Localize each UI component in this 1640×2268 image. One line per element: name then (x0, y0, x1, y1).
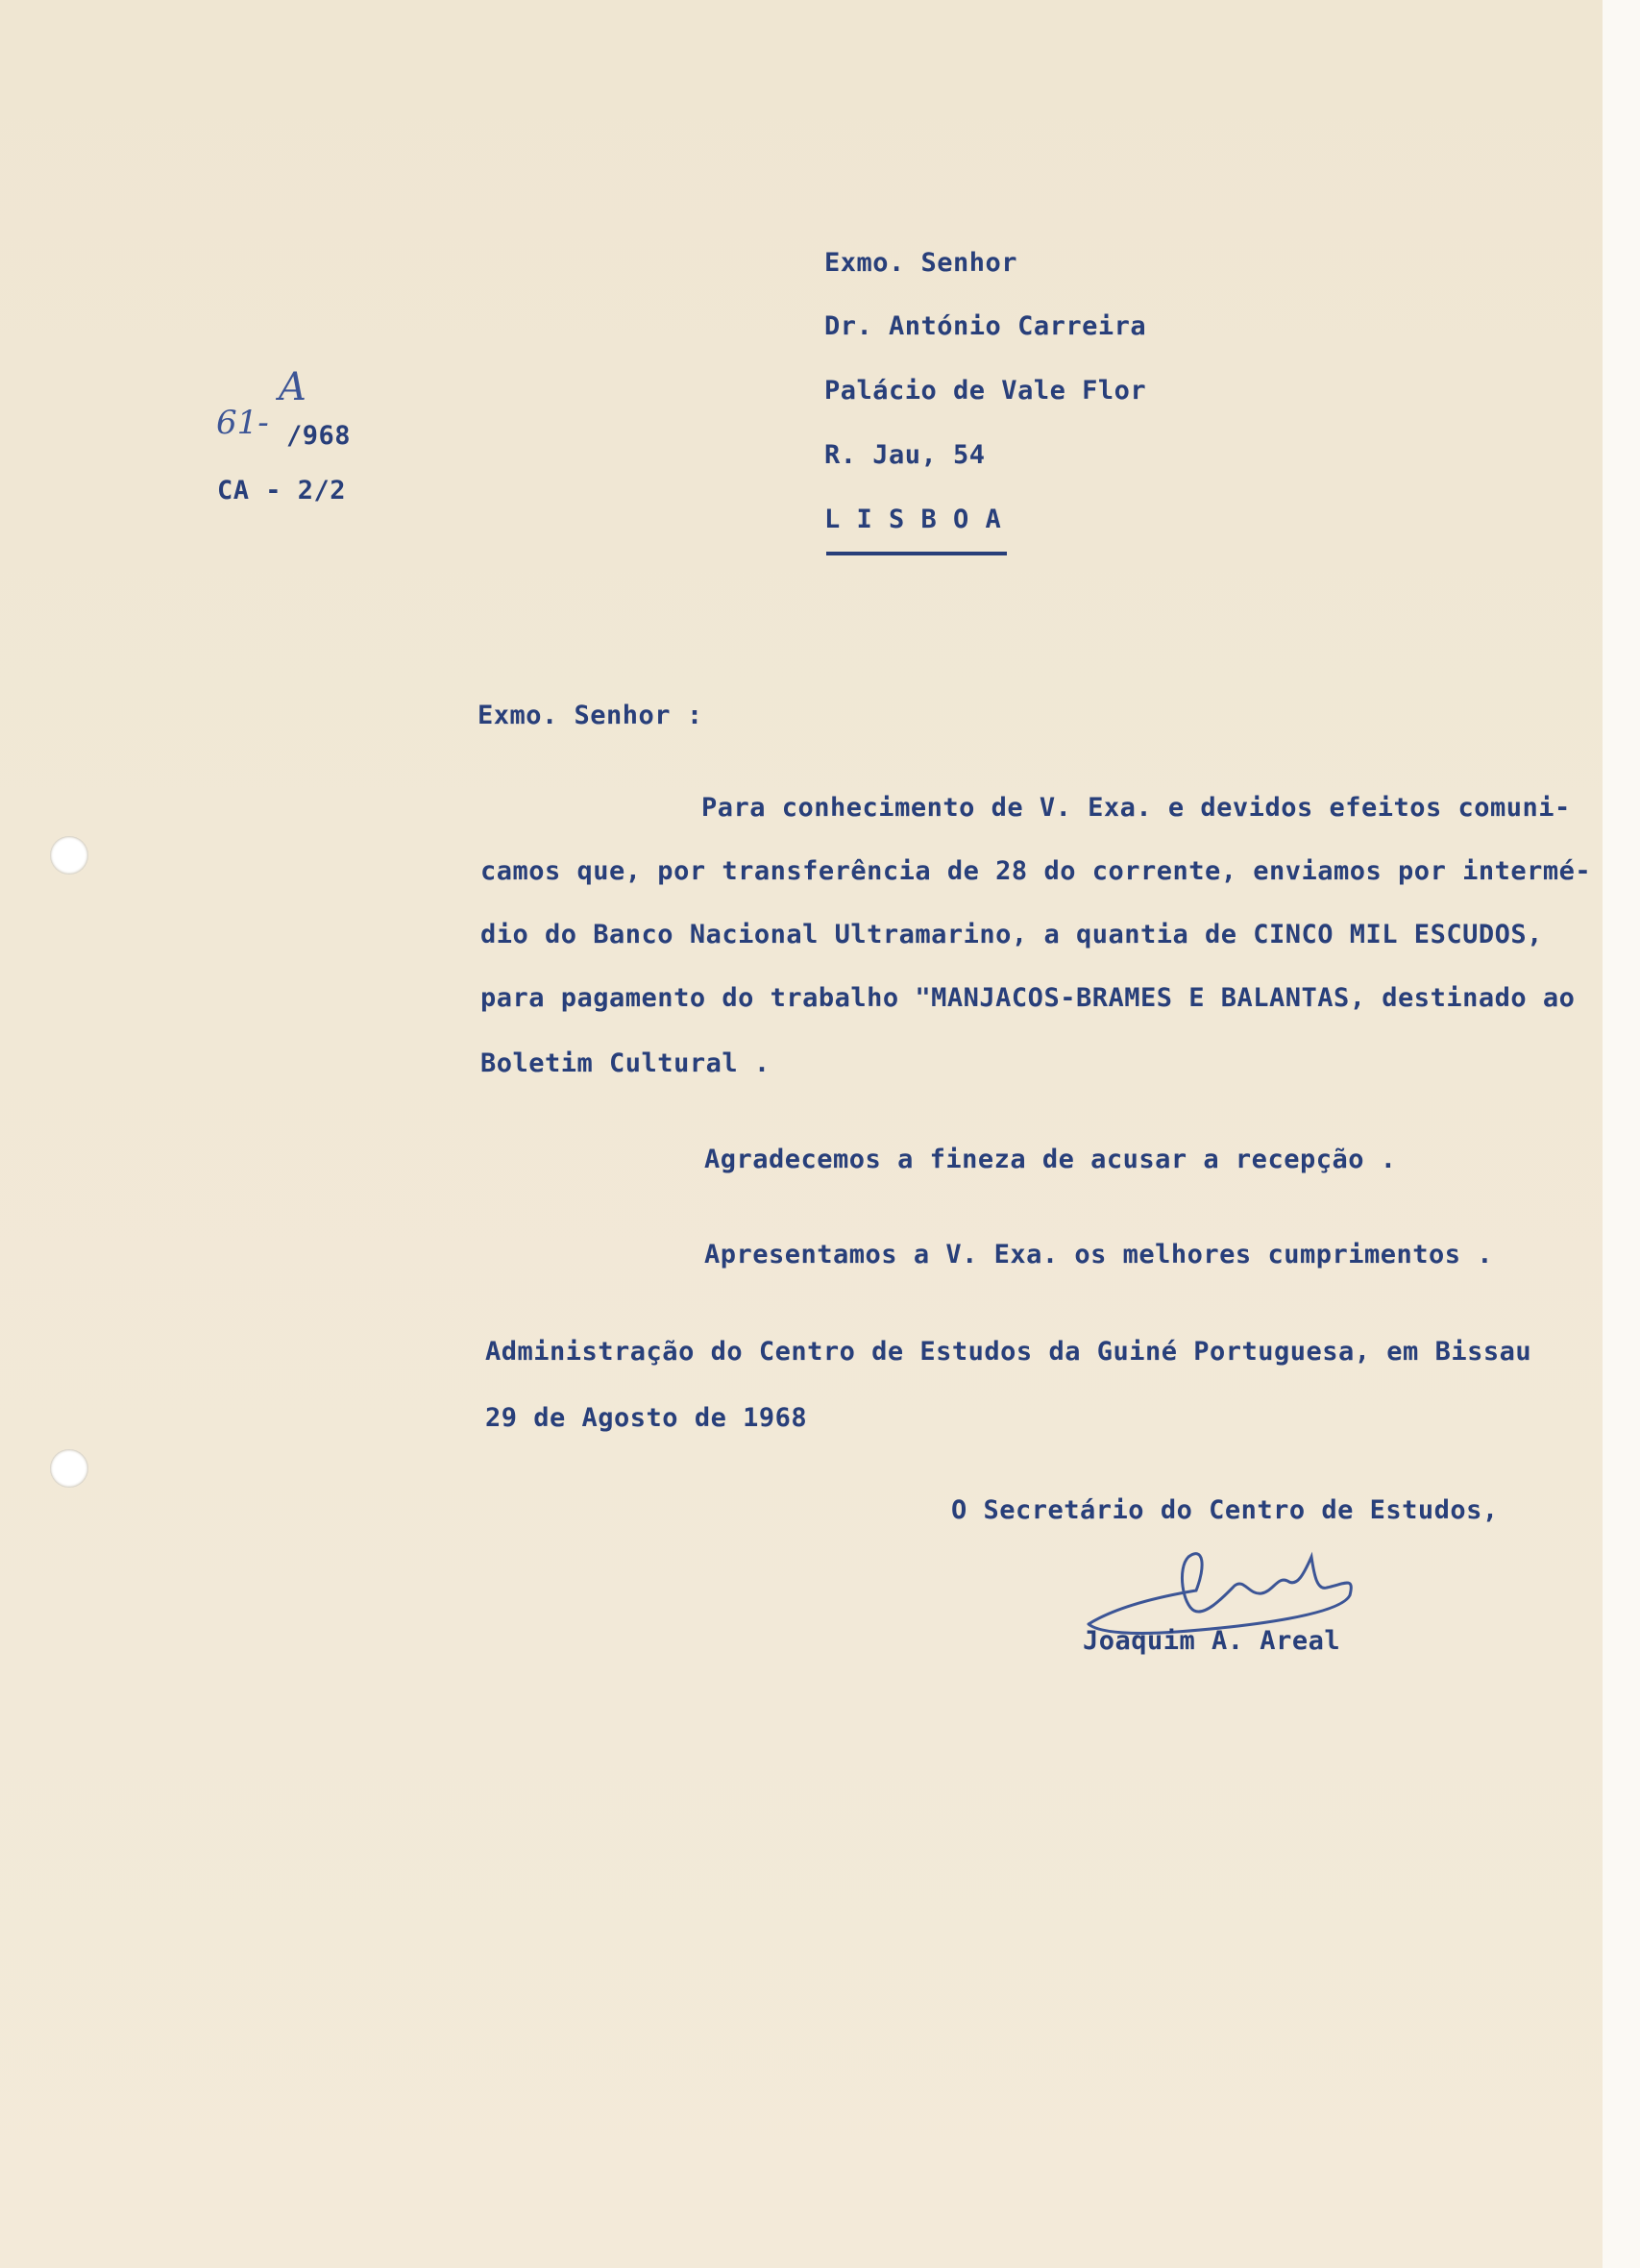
address-street: R. Jau, 54 (824, 440, 986, 470)
body-line-1: Para conhecimento de V. Exa. e devidos efeitos comuni- (701, 793, 1571, 823)
paper-edge (1603, 0, 1640, 2268)
reference-handwritten-number: 61- (216, 404, 269, 442)
letter-place-line: Administração do Centro de Estudos da Guiné Portuguesa, em Bissau (485, 1337, 1532, 1367)
letter-greeting: Exmo. Senhor : (477, 701, 703, 730)
reference-year: /968 (286, 421, 352, 451)
reference-code: CA - 2/2 (217, 476, 347, 505)
letter-date-line: 29 de Agosto de 1968 (485, 1403, 808, 1433)
address-city: L I S B O A (824, 505, 1002, 534)
punch-hole-bottom (50, 1449, 88, 1488)
body-line-4: para pagamento do trabalho "MANJACOS-BRAMES E BALANTAS, destinado ao (480, 983, 1576, 1013)
address-name: Dr. António Carreira (824, 311, 1147, 341)
punch-hole-top (50, 836, 88, 875)
signature-title: O Secretário do Centro de Estudos, (951, 1495, 1499, 1525)
city-underline (826, 552, 1007, 555)
address-salutation: Exmo. Senhor (824, 248, 1018, 278)
reference-handwritten-letter: A (279, 365, 306, 409)
body-line-3: dio do Banco Nacional Ultramarino, a quantia de CINCO MIL ESCUDOS, (480, 920, 1543, 949)
letter-request: Agradecemos a fineza de acusar a recepção . (704, 1145, 1397, 1174)
signature-name: Joaquim A. Areal (1083, 1626, 1341, 1656)
body-line-2: camos que, por transferência de 28 do corrente, enviamos por intermé- (480, 856, 1592, 886)
body-line-5: Boletim Cultural . (480, 1048, 771, 1078)
letter-closing: Apresentamos a V. Exa. os melhores cumprimentos . (704, 1240, 1494, 1270)
address-building: Palácio de Vale Flor (824, 376, 1147, 406)
